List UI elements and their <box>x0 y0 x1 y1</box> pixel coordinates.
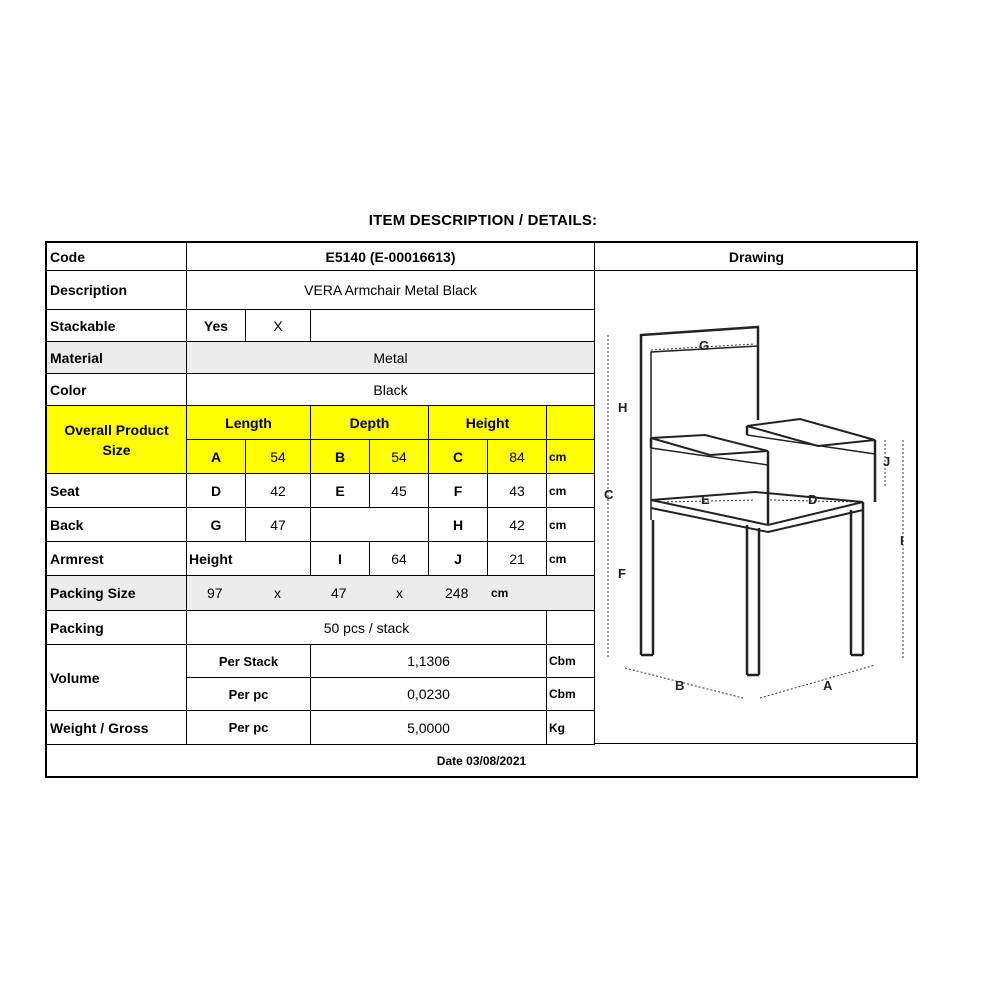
drawing-label-a: A <box>823 678 833 693</box>
drawing-label-c: C <box>604 487 614 502</box>
seat-f-letter: F <box>429 474 488 508</box>
armrest-unit: cm <box>547 542 595 576</box>
seat-e-value: 45 <box>370 474 429 508</box>
overall-unit: cm <box>547 440 595 474</box>
packing-length: 97 <box>207 585 223 601</box>
volume-per-pc-label: Per pc <box>187 678 311 711</box>
dim-c-letter: C <box>429 440 488 474</box>
material-value: Metal <box>187 342 595 374</box>
depth-header: Depth <box>311 406 429 440</box>
back-unit: cm <box>547 508 595 542</box>
overall-unit-header <box>547 406 595 440</box>
back-g-letter: G <box>187 508 246 542</box>
dim-b-value: 54 <box>370 440 429 474</box>
seat-unit: cm <box>547 474 595 508</box>
date-footer: Date 03/08/2021 <box>436 753 527 768</box>
drawing-label-i: I <box>900 533 904 548</box>
dim-b-letter: B <box>311 440 370 474</box>
description-label: Description <box>47 271 187 310</box>
drawing-label-d: D <box>808 492 818 507</box>
volume-per-stack-value: 1,1306 <box>311 645 547 678</box>
drawing-label-h: H <box>618 400 628 415</box>
weight-unit: Kg <box>547 711 595 745</box>
volume-per-pc-unit: Cbm <box>547 678 595 711</box>
armrest-i-value: 64 <box>370 542 429 576</box>
packing-height: 248 <box>445 585 469 601</box>
back-h-value: 42 <box>488 508 547 542</box>
color-value: Black <box>187 374 595 406</box>
material-label: Material <box>47 342 187 374</box>
packing-value: 50 pcs / stack <box>187 611 547 645</box>
packing-x2: x <box>396 585 403 601</box>
drawing-label-b: B <box>675 678 685 693</box>
description-value: VERA Armchair Metal Black <box>187 271 595 310</box>
armrest-height-label: Height <box>187 542 311 576</box>
drawing-label-j: J <box>883 454 891 469</box>
drawing-label-g: G <box>699 338 710 353</box>
chair-back-frame <box>641 327 758 520</box>
drawing-label-e: E <box>701 492 710 507</box>
seat-label: Seat <box>47 474 187 508</box>
packing-size-unit: cm <box>491 586 509 600</box>
back-label: Back <box>47 508 187 542</box>
packing-size-values <box>187 576 595 611</box>
volume-label: Volume <box>47 645 187 711</box>
drawing-header: Drawing <box>595 243 918 271</box>
length-header: Length <box>187 406 311 440</box>
packing-empty <box>547 611 595 645</box>
seat-d-letter: D <box>187 474 246 508</box>
packing-width: 47 <box>331 585 347 601</box>
volume-per-stack-unit: Cbm <box>547 645 595 678</box>
packing-label: Packing <box>47 611 187 645</box>
stackable-empty <box>311 310 595 342</box>
armrest-i-letter: I <box>311 542 370 576</box>
overall-size-label <box>47 406 187 474</box>
weight-label: Weight / Gross <box>47 711 187 745</box>
back-h-letter: H <box>429 508 488 542</box>
dim-a-value: 54 <box>246 440 311 474</box>
stackable-yes: Yes <box>187 310 246 342</box>
armrest-j-value: 21 <box>488 542 547 576</box>
seat-e-letter: E <box>311 474 370 508</box>
seat-f-value: 43 <box>488 474 547 508</box>
packing-size-label: Packing Size <box>47 576 187 611</box>
overall-size-label-line1: Overall Product <box>64 421 169 438</box>
height-header: Height <box>429 406 547 440</box>
dim-c-value: 84 <box>488 440 547 474</box>
back-empty <box>311 508 429 542</box>
armrest-label: Armrest <box>47 542 187 576</box>
stackable-label: Stackable <box>47 310 187 342</box>
dim-a-letter: A <box>187 440 246 474</box>
code-value: E5140 (E-00016613) <box>187 243 595 271</box>
back-g-value: 47 <box>246 508 311 542</box>
overall-size-label-line2: Size <box>102 441 131 458</box>
item-details-table <box>45 241 918 778</box>
chair-drawing-svg <box>595 270 918 744</box>
weight-value: 5,0000 <box>311 711 547 745</box>
packing-x1: x <box>274 585 281 601</box>
volume-per-pc-value: 0,0230 <box>311 678 547 711</box>
color-label: Color <box>47 374 187 406</box>
volume-per-stack-label: Per Stack <box>187 645 311 678</box>
weight-per-pc-label: Per pc <box>187 711 311 745</box>
stackable-mark: X <box>246 310 311 342</box>
armrest-j-letter: J <box>429 542 488 576</box>
document-title: ITEM DESCRIPTION / DETAILS: <box>368 212 598 229</box>
drawing-label-f: F <box>618 566 626 581</box>
code-label: Code <box>47 243 187 271</box>
seat-d-value: 42 <box>246 474 311 508</box>
chair-drawing <box>595 270 918 744</box>
